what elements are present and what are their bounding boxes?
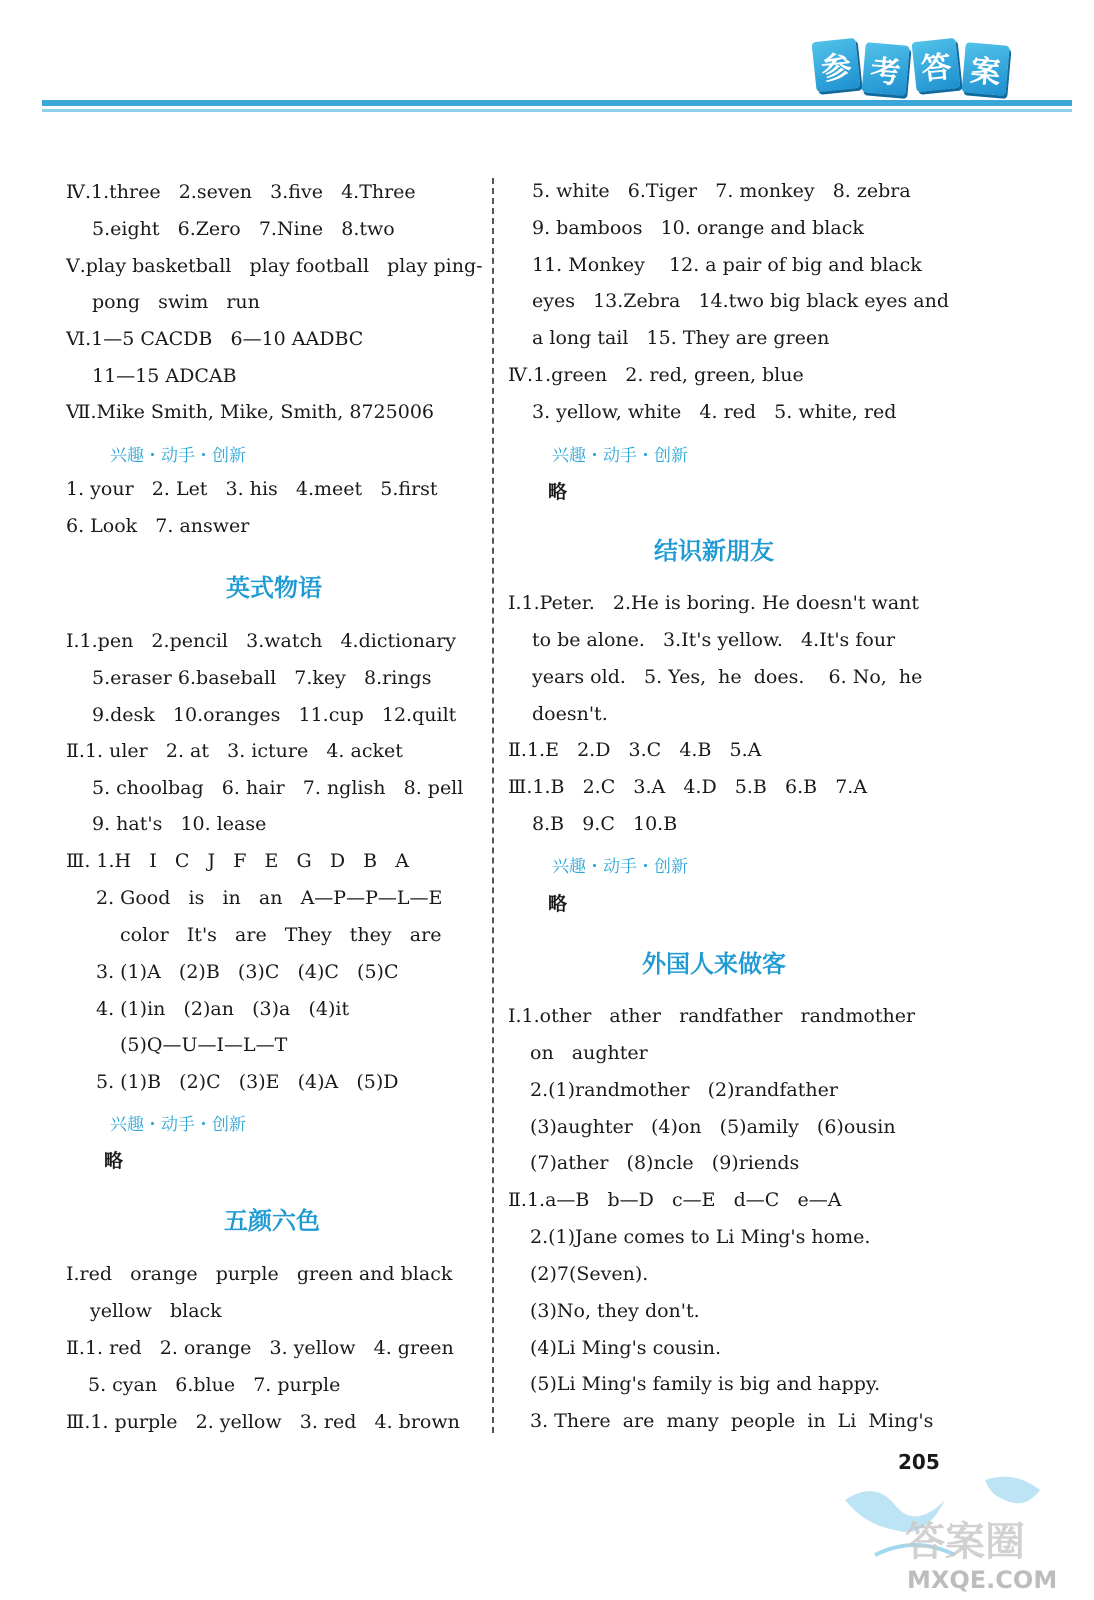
omitted-note: 略 <box>104 1150 124 1172</box>
section-title: 英式物语 <box>226 573 322 602</box>
answer-line: 9.desk 10.oranges 11.cup 12.quilt <box>92 704 457 726</box>
answer-line: to be alone. 3.It's yellow. 4.It's four <box>532 629 896 651</box>
badge-char: 参 <box>812 38 861 92</box>
answer-line: Ⅱ.1. uler 2. at 3. icture 4. acket <box>66 740 403 762</box>
answer-line: Ⅰ.1.Peter. 2.He is boring. He doesn't want <box>508 592 920 614</box>
omitted-note: 略 <box>548 893 568 915</box>
answer-line: 11—15 ADCAB <box>92 365 237 387</box>
answer-line: Ⅳ.1.three 2.seven 3.five 4.Three <box>66 181 416 203</box>
answer-line: Ⅱ.1.a—B b—D c—E d—C e—A <box>508 1189 842 1211</box>
answer-line: doesn't. <box>532 703 608 725</box>
answer-line: Ⅴ.play basketball play football play ping- <box>66 255 483 277</box>
answer-line: 5.eraser 6.baseball 7.key 8.rings <box>92 667 432 689</box>
answer-line: 4. (1)in (2)an (3)a (4)it <box>96 998 350 1020</box>
answer-line: Ⅰ.1.pen 2.pencil 3.watch 4.dictionary <box>66 630 457 652</box>
answer-line: years old. 5. Yes, he does. 6. No, he <box>532 666 923 688</box>
answer-line: (4)Li Ming's cousin. <box>530 1337 722 1359</box>
answer-line: (3)aughter (4)on (5)amily (6)ousin <box>530 1116 896 1138</box>
badge-char: 答 <box>912 38 961 92</box>
answer-line: 8.B 9.C 10.B <box>532 813 678 835</box>
answer-line: 5. (1)B (2)C (3)E (4)A (5)D <box>96 1071 399 1093</box>
answer-line: 9. bamboos 10. orange and black <box>532 217 864 239</box>
answer-line: (5)Li Ming's family is big and happy. <box>530 1373 881 1395</box>
answer-line: 5. choolbag 6. hair 7. nglish 8. pell <box>92 777 464 799</box>
answer-line: 6. Look 7. answer <box>66 515 250 537</box>
answer-line: 9. hat's 10. lease <box>92 813 267 835</box>
answer-line: (7)ather (8)ncle (9)riends <box>530 1152 800 1174</box>
watermark-text: MXQE.COM <box>907 1566 1058 1594</box>
answer-line: 5. white 6.Tiger 7. monkey 8. zebra <box>532 180 911 202</box>
answer-line: Ⅲ.1.B 2.C 3.A 4.D 5.B 6.B 7.A <box>508 776 868 798</box>
answer-line: 3. yellow, white 4. red 5. white, red <box>532 401 897 423</box>
answer-line: Ⅳ.1.green 2. red, green, blue <box>508 364 804 386</box>
section-subtitle: 兴趣・动手・创新 <box>110 1115 246 1135</box>
answer-line: Ⅱ.1.E 2.D 3.C 4.B 5.A <box>508 739 762 761</box>
answer-line: Ⅵ.1—5 CACDB 6—10 AADBC <box>66 328 364 350</box>
answer-line: (2)7(Seven). <box>530 1263 649 1285</box>
section-title: 外国人来做客 <box>642 949 786 978</box>
section-title: 结识新朋友 <box>654 536 774 565</box>
answer-line: a long tail 15. They are green <box>532 327 830 349</box>
answer-line: Ⅰ.red orange purple green and black <box>66 1263 453 1285</box>
answer-line: 3. There are many people in Li Ming's <box>530 1410 934 1432</box>
answer-line: yellow black <box>90 1300 222 1322</box>
section-title: 五颜六色 <box>224 1206 320 1235</box>
answer-line: 2.(1)Jane comes to Li Ming's home. <box>530 1226 871 1248</box>
badge-char: 考 <box>862 42 910 96</box>
section-subtitle: 兴趣・动手・创新 <box>110 446 246 466</box>
answer-line: 5.eight 6.Zero 7.Nine 8.two <box>92 218 395 240</box>
answer-line: 2.(1)randmother (2)randfather <box>530 1079 838 1101</box>
answer-line: Ⅲ.1. purple 2. yellow 3. red 4. brown <box>66 1411 460 1433</box>
svg-text:答案圈: 答案圈 <box>905 1519 1025 1565</box>
answer-line: (3)No, they don't. <box>530 1300 700 1322</box>
answer-line: 3. (1)A (2)B (3)C (4)C (5)C <box>96 961 399 983</box>
section-subtitle: 兴趣・动手・创新 <box>552 446 688 466</box>
answer-line: 2. Good is in an A—P—P—L—E <box>96 887 443 909</box>
answer-line: (5)Q—U—I—L—T <box>120 1034 288 1056</box>
badge-char: 案 <box>962 42 1010 96</box>
answer-line: Ⅰ.1.other ather randfather randmother <box>508 1005 916 1027</box>
answer-line: on aughter <box>530 1042 648 1064</box>
page-number: 205 <box>898 1450 940 1474</box>
answer-line: color It's are They they are <box>120 924 442 946</box>
answer-line: 1. your 2. Let 3. his 4.meet 5.first <box>66 478 438 500</box>
answer-line: 5. cyan 6.blue 7. purple <box>88 1374 341 1396</box>
column-divider <box>492 178 494 1433</box>
answer-line: Ⅲ. 1.H I C J F E G D B A <box>66 850 409 872</box>
omitted-note: 略 <box>548 481 568 503</box>
answer-line: 11. Monkey 12. a pair of big and black <box>532 254 922 276</box>
answer-line: Ⅱ.1. red 2. orange 3. yellow 4. green <box>66 1337 454 1359</box>
site-watermark <box>835 1460 1065 1595</box>
section-subtitle: 兴趣・动手・创新 <box>552 857 688 877</box>
answer-line: Ⅶ.Mike Smith, Mike, Smith, 8725006 <box>66 401 434 423</box>
answer-line: pong swim run <box>92 291 260 313</box>
answer-key-badges <box>814 40 1008 90</box>
answer-line: eyes 13.Zebra 14.two big black eyes and <box>532 290 949 312</box>
header-bar <box>42 100 1072 114</box>
